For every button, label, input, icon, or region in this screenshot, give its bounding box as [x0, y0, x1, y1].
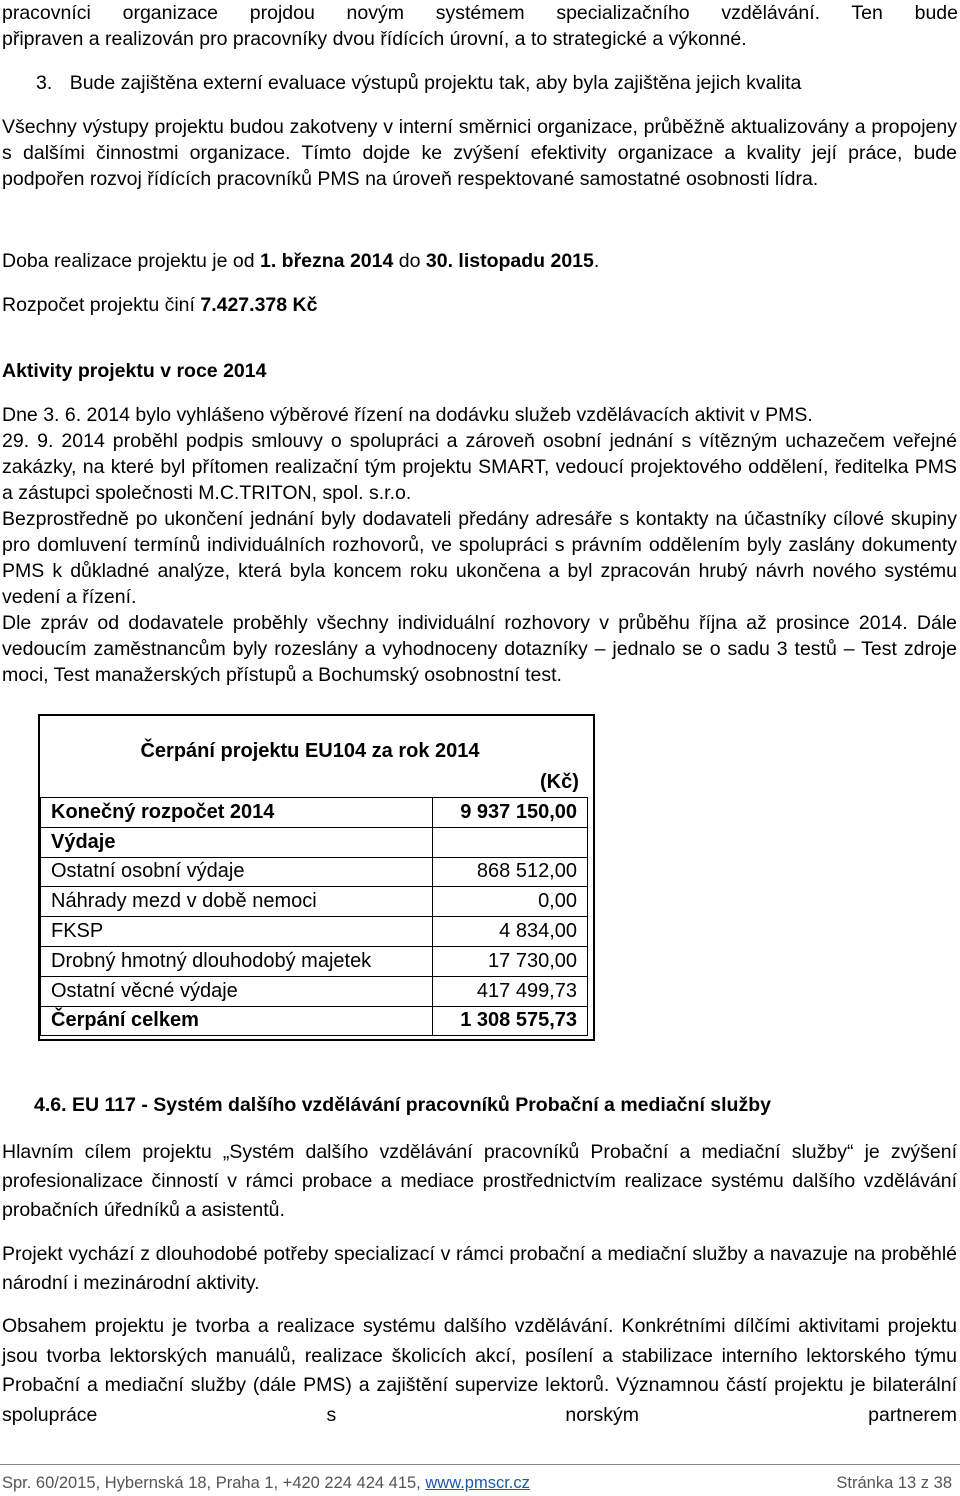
row-value: 17 730,00 [433, 946, 588, 976]
activities-heading: Aktivity projektu v roce 2014 [2, 360, 267, 382]
duration-start: 1. března 2014 [260, 250, 394, 272]
table-row [41, 1006, 588, 1036]
table-row [41, 917, 588, 947]
paragraph-contract: 29. 9. 2014 proběhl podpis smlouvy o spolupráci a zároveň osobní jednání s vítězným uchazečem veřejné zakázky, na které byl přítomen realizační tým projektu SMART, vedoucí projektového oddělení, ředitelka PMS a zástupci společnosti M.C.TRITON, spol. s.r.o. [2, 430, 957, 504]
table-row [41, 976, 588, 1006]
duration-mid: do [393, 250, 426, 272]
project-duration [2, 248, 599, 274]
footer-divider [0, 1464, 960, 1465]
footer-address-text: Spr. 60/2015, Hybernská 18, Praha 1, +420 224 424 415, [2, 1474, 426, 1492]
row-value: 417 499,73 [433, 976, 588, 1006]
row-label: Konečný rozpočet 2014 [41, 798, 433, 828]
row-label: Ostatní věcné výdaje [41, 976, 433, 1006]
paragraph-origin: Projekt vychází z dlouhodobé potřeby specializací v rámci probační a mediační služby a navazuje na proběhlé národní i mezinárodní aktivity. [2, 1243, 957, 1294]
row-value: 1 308 575,73 [433, 1006, 588, 1036]
paragraph-outputs: Všechny výstupy projektu budou zakotveny v interní směrnici organizace, průběžně aktualizovány a propojeny s dalšími činnostmi organizace. Tímto dojde ke zvýšení efektivity organizace a kvality její práce, bude podpořen rozvoj řídících pracovníků PMS na úroveň respektované samostatné osobnosti lídra. [2, 116, 957, 190]
paragraph-tender: Dne 3. 6. 2014 bylo vyhlášeno výběrové řízení na dodávku služeb vzdělávacích aktivit v PMS. [2, 404, 813, 426]
table-row [41, 946, 588, 976]
expenditure-table-unit: (Kč) [540, 771, 579, 793]
paragraph-handover: Bezprostředně po ukončení jednání byly dodavateli předány adresáře s kontakty na účastníky cílové skupiny pro domluvení termínů individuálních rozhovorů, ve spolupráci s právním oddělením byly zaslány dokumenty PMS k důkladné analýze, která byla koncem roku ukončena a byl zpracován hrubý návrh nového systému vedení a řízení. [2, 508, 957, 608]
list-item-text: Bude zajištěna externí evaluace výstupů projektu tak, aby byla zajištěna jejich kvalita [69, 72, 802, 94]
table-row [41, 857, 588, 887]
row-value: 9 937 150,00 [433, 798, 588, 828]
row-value: 868 512,00 [433, 857, 588, 887]
duration-prefix: Doba realizace projektu je od [2, 250, 260, 272]
table-row [41, 798, 588, 828]
paragraph-intro-line1: pracovníci organizace projdou novým systémem specializačního vzdělávání. Ten bude [2, 2, 958, 24]
row-value: 0,00 [433, 887, 588, 917]
expenditure-table-title: Čerpání projektu EU104 za rok 2014 [140, 740, 480, 762]
project-budget [2, 292, 317, 318]
list-item-3 [36, 70, 801, 96]
list-item-number: 3. [36, 72, 53, 94]
paragraph-intro-line2: připraven a realizován pro pracovníky dvou řídících úrovní, a to strategické a výkonné. [2, 28, 747, 50]
row-label: Náhrady mezd v době nemoci [41, 887, 433, 917]
row-label: FKSP [41, 917, 433, 947]
section-4-6-heading: 4.6. EU 117 - Systém dalšího vzdělávání pracovníků Probační a mediační služby [34, 1094, 771, 1116]
paragraph-interviews: Dle zpráv od dodavatele proběhly všechny individuální rozhovory v průběhu října až prosince 2014. Dále vedoucím zaměstnancům byly rozeslány a vyhodnoceny dotazníky – jednalo se o sadu 3 testů – Test zdroje moci, Test manažerských přístupů a Bochumský osobnostní test. [2, 612, 957, 686]
table-row [41, 827, 588, 857]
row-label: Ostatní osobní výdaje [41, 857, 433, 887]
row-label: Výdaje [41, 827, 433, 857]
budget-value: 7.427.378 Kč [200, 294, 318, 316]
paragraph-content: Obsahem projektu je tvorba a realizace systému dalšího vzdělávání. Konkrétními dílčími aktivitami projektu jsou tvorba lektorských manuálů, realizace školicích akcí, posílení a stabilizace interního lektorského týmu Probační a mediační služby (dále PMS) a zajištění supervize lektorů. Významnou částí projektu je bilaterální spolupráce s norským partnerem [2, 1315, 957, 1426]
duration-suffix: . [593, 250, 600, 272]
expenditure-table [40, 797, 588, 1036]
footer-address [2, 1474, 530, 1493]
table-row [41, 887, 588, 917]
budget-prefix: Rozpočet projektu činí [2, 294, 201, 316]
row-value [433, 827, 588, 857]
row-value: 4 834,00 [433, 917, 588, 947]
paragraph-main-goal: Hlavním cílem projektu „Systém dalšího vzdělávání pracovníků Probační a mediační služby“ je zvýšení profesionalizace činností v rámci probace a mediace prostřednictvím realizace systému dalšího vzdělávání probačních úředníků a asistentů. [2, 1141, 957, 1221]
row-label: Čerpání celkem [41, 1006, 433, 1036]
duration-end: 30. listopadu 2015 [425, 250, 594, 272]
row-label: Drobný hmotný dlouhodobý majetek [41, 946, 433, 976]
footer-page-number: Stránka 13 z 38 [836, 1474, 952, 1492]
footer-website-link[interactable]: www.pmscr.cz [425, 1474, 530, 1492]
